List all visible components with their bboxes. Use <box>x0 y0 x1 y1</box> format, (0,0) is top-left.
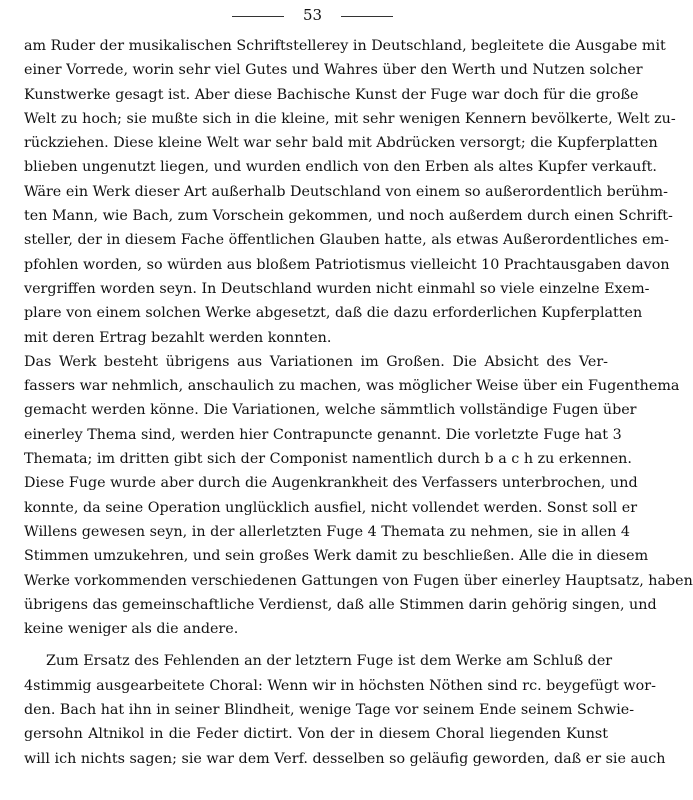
text-line: gersohn Altnikol in die Feder dictirt. Von der in diesem Choral liegenden Kunst <box>24 726 608 743</box>
text-line: am Ruder der musikalischen Schriftstellerey in Deutschland, begleitete die Ausgabe mit <box>24 38 666 54</box>
text-line: Wäre ein Werk dieser Art außerhalb Deutschland von einem so außerordentlich berühm- <box>24 183 668 200</box>
text-line: will ich nichts sagen; sie war dem Verf. desselben so geläufig geworden, daß er sie auch <box>24 750 666 767</box>
text-line: einer Vorrede, worin sehr viel Gutes und Wahres über den Werth und Nutzen solcher <box>24 62 643 79</box>
text-line: vergriffen worden seyn. In Deutschland wurden nicht einmahl so viele einzelne Exem- <box>24 280 650 297</box>
text-line: Themata; im dritten gibt sich der Componist namentlich durch b a c h zu erkennen. <box>24 451 632 468</box>
text-line: 4stimmig ausgearbeitete Choral: Wenn wir in höchsten Nöthen sind rc. beygefügt wor- <box>24 677 656 694</box>
text-line: den. Bach hat ihn in seiner Blindheit, wenige Tage vor seinem Ende seinem Schwie- <box>24 702 635 719</box>
text-line: mit deren Ertrag bezahlt werden konnten. <box>24 329 332 346</box>
text-line: rückziehen. Diese kleine Welt war sehr bald mit Abdrücken versorgt; die Kupferplatten <box>24 135 658 152</box>
text-line: plare von einem solchen Werke abgesetzt, daß die dazu erforderlichen Kupferplatten <box>24 305 643 322</box>
text-line: Stimmen umzukehren, und sein großes Werk damit zu beschließen. Alle die in diesem <box>24 548 649 565</box>
page-header <box>0 4 633 24</box>
text-line: blieben ungenutzt liegen, und wurden endlich von den Erben als altes Kupfer verkauft. <box>24 159 657 176</box>
text-line: Welt zu hoch; sie mußte sich in die kleine, mit sehr wenigen Kennern bevölkerte, Welt zu- <box>24 110 676 127</box>
text-line: keine weniger als die andere. <box>24 621 239 638</box>
text-line: übrigens das gemeinschaftliche Verdienst, daß alle Stimmen darin gehörig singen, und <box>24 596 657 613</box>
paragraph-gap <box>24 641 608 649</box>
text-line: ten Mann, wie Bach, zum Vorschein gekommen, und noch außerdem durch einen Schrift- <box>24 208 673 225</box>
header-rule-left <box>232 16 284 17</box>
paragraph-3 <box>24 649 666 770</box>
text-line: konnte, da seine Operation unglücklich ausfiel, nicht vollendet werden. Sonst soll er <box>24 499 638 516</box>
text-line: Kunstwerke gesagt ist. Aber diese Bachische Kunst der Fuge war doch für die große <box>24 86 639 103</box>
paragraph-2 <box>24 350 693 642</box>
paragraph-1 <box>24 34 676 350</box>
text-line: Diese Fuge wurde aber durch die Augenkrankheit des Verfassers unterbrochen, und <box>24 475 638 492</box>
text-line: Das Werk besteht übrigens aus Variationen im Großen. Die Absicht des Ver- <box>24 353 608 370</box>
page-number: 53 <box>302 6 323 24</box>
text-line: gemacht werden könne. Die Variationen, welche sämmtlich vollständige Fugen über <box>24 402 637 419</box>
text-line: fassers war nehmlich, anschaulich zu machen, was möglicher Weise über ein Fugenthema <box>24 378 680 395</box>
text-line: Werke vorkommenden verschiedenen Gattungen von Fugen über einerley Hauptsatz, haben <box>24 572 693 589</box>
text-line: steller, der in diesem Fache öffentlichen Glauben hatte, als etwas Außerordentliches em- <box>24 232 669 249</box>
text-line: Willens gewesen seyn, in der allerletzten Fuge 4 Themata zu nehmen, sie in allen 4 <box>24 523 631 540</box>
header-rule-right <box>341 16 393 17</box>
text-line: einerley Thema sind, werden hier Contrapuncte genannt. Die vorletzte Fuge hat 3 <box>24 426 622 443</box>
text-line: Zum Ersatz des Fehlenden an der letztern Fuge ist dem Werke am Schluß der <box>46 653 613 670</box>
body-text <box>24 34 693 771</box>
text-line: pfohlen worden, so würden aus bloßem Patriotismus vielleicht 10 Prachtausgaben davon <box>24 256 670 273</box>
